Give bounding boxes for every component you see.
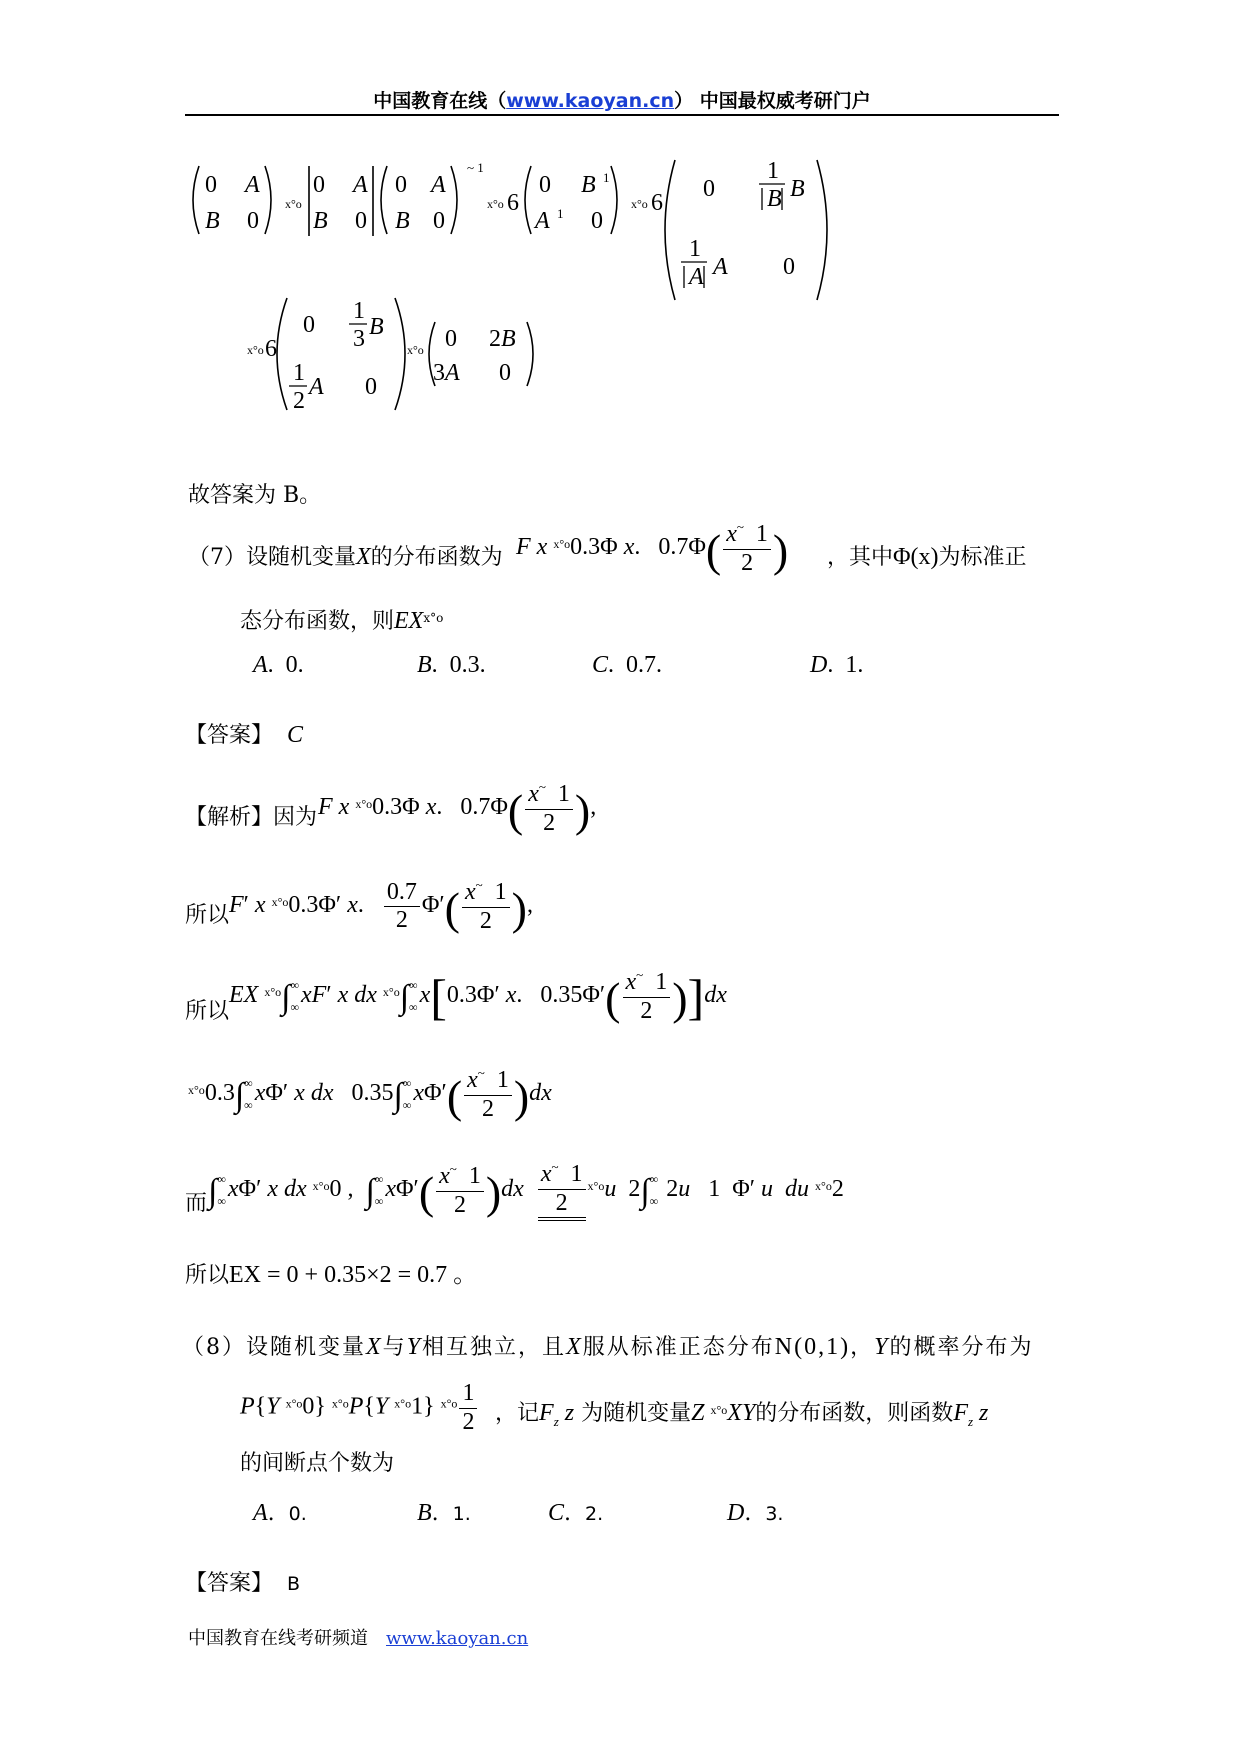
q8-line2-b: 为随机变量 bbox=[581, 1401, 692, 1426]
q7-option-d-label: D bbox=[810, 652, 828, 678]
q7-answer-value: C bbox=[287, 722, 304, 748]
q7-option-b[interactable]: B. 0.3. bbox=[417, 652, 486, 678]
svg-text:x°o: x°o bbox=[285, 197, 302, 211]
q8-answer-label: 【答案】 bbox=[185, 1571, 274, 1596]
footer-link[interactable]: www.kaoyan.cn bbox=[386, 1628, 529, 1649]
svg-text:B: B bbox=[205, 208, 220, 234]
svg-text:B: B bbox=[313, 208, 328, 234]
svg-text:6: 6 bbox=[507, 190, 519, 216]
svg-text:1: 1 bbox=[353, 298, 365, 324]
svg-text:0: 0 bbox=[303, 312, 315, 338]
q8-option-a-label: A bbox=[253, 1500, 268, 1526]
q8-option-b-value: 1. bbox=[452, 1503, 471, 1525]
q7-ex-integral: EX $^{x^\circ o}$∫ ∞ ∞ xF′ x dx $^{x^\circ o}$∫ ∞ ∞ x[0.3Φ′ x. 0.35Φ′( $\frac{x^\sim 1}{2}$ )]dx bbox=[229, 967, 727, 1026]
q8-var-y2: Y bbox=[874, 1334, 890, 1360]
q8-line2: ，记$F_z$ z 为随机变量Z $^{x^\circ o}$XY的分布函数，则函数$F_z$ z bbox=[495, 1400, 989, 1429]
svg-text:B: B bbox=[581, 172, 596, 198]
q7-final-so: 所以 bbox=[185, 1263, 230, 1288]
q8-line1-f: 的概率分布为 bbox=[889, 1335, 1034, 1360]
svg-text:0: 0 bbox=[783, 254, 795, 280]
footer-text: 中国教育在线考研频道 bbox=[188, 1628, 368, 1649]
q8-line2-c: 的分布函数，则函数 bbox=[755, 1401, 954, 1426]
svg-text:0: 0 bbox=[433, 208, 445, 234]
svg-text:x°o: x°o bbox=[407, 343, 424, 357]
svg-text:0: 0 bbox=[365, 374, 377, 400]
q7-final bbox=[185, 1254, 477, 1289]
q8-line1-b: 与 bbox=[382, 1335, 407, 1360]
q7-stem-line1-end bbox=[827, 540, 1027, 571]
svg-text:x°o: x°o bbox=[631, 197, 648, 211]
q7-stem-line2: 态分布函数，则$EX^{x^\circ o}$ bbox=[240, 608, 444, 634]
svg-text:1: 1 bbox=[603, 170, 610, 185]
q7-stem-d: 为标准正 bbox=[938, 545, 1027, 570]
svg-text:B: B bbox=[767, 186, 782, 212]
q7-answer bbox=[185, 718, 303, 749]
svg-text:A: A bbox=[431, 172, 446, 198]
q7-stem-b: 的分布函数为 bbox=[370, 545, 503, 570]
matrix-equation-2 bbox=[245, 294, 605, 414]
q8-var-x: X bbox=[366, 1334, 383, 1360]
q8-option-a[interactable]: A. 0. bbox=[253, 1500, 307, 1526]
svg-text:x°o: x°o bbox=[247, 343, 264, 357]
q7-option-d[interactable]: D. 1. bbox=[810, 652, 864, 678]
q7-final-expr: EX = 0 + 0.35×2 = 0.7 。 bbox=[229, 1262, 478, 1288]
q7-option-a-label: A bbox=[253, 652, 268, 678]
svg-text:0: 0 bbox=[205, 172, 217, 198]
page-footer bbox=[188, 1624, 528, 1650]
q7-option-a[interactable]: A. 0. bbox=[253, 652, 304, 678]
q8-normal: N(0,1) bbox=[774, 1334, 851, 1360]
solution-conclusion: 故答案为 B。 bbox=[188, 483, 322, 508]
svg-text:B: B bbox=[369, 314, 384, 340]
q8-line3: 的间断点个数为 bbox=[240, 1451, 395, 1476]
q7-ex: EX bbox=[394, 608, 424, 634]
svg-text:0: 0 bbox=[499, 360, 511, 386]
svg-text:A: A bbox=[535, 208, 550, 234]
q7-stem-line2-text: 态分布函数，则 bbox=[240, 609, 395, 634]
svg-text:0: 0 bbox=[539, 172, 551, 198]
q8-line1-c: 相互独立，且 bbox=[422, 1335, 567, 1360]
q7-so-1: 所以 bbox=[185, 903, 230, 928]
q7-option-b-value: 0.3. bbox=[449, 652, 486, 678]
q8-line2-a: ，记 bbox=[495, 1401, 540, 1426]
q8-prob-formula: P{Y $^{x^\circ o}$0} $^{x^\circ o}$P{Y $^{x^\circ o}$1} $^{x^\circ o}$ $\frac{1}{2}$ bbox=[240, 1380, 479, 1436]
q7-split-integral: $^{x^\circ o}$0.3∫ ∞ ∞ xΦ′ x dx 0.35∫ ∞ ∞ xΦ′( $\frac{x^\sim 1}{2}$ )dx bbox=[188, 1065, 552, 1123]
q7-stem-c: ，其中 bbox=[827, 545, 894, 570]
q8-var-y: Y bbox=[406, 1334, 423, 1360]
q8-option-b-label: B bbox=[417, 1500, 432, 1526]
q8-line1-d: 服从标准正态分布 bbox=[582, 1335, 775, 1360]
svg-text:0: 0 bbox=[355, 208, 367, 234]
q8-var-x2: X bbox=[566, 1334, 583, 1360]
svg-text:0: 0 bbox=[445, 326, 457, 352]
svg-text:2B: 2B bbox=[489, 326, 516, 352]
svg-text:1: 1 bbox=[557, 206, 564, 221]
q7-option-d-value: 1. bbox=[845, 652, 864, 678]
svg-text:3A: 3A bbox=[433, 360, 460, 386]
header-right: ） 中国最权威考研门户 bbox=[674, 90, 871, 112]
q7-analysis-label: 【解析】 bbox=[185, 805, 274, 830]
q8-option-d-value: 3. bbox=[765, 1503, 784, 1525]
q8-option-b[interactable]: B. 1. bbox=[417, 1500, 471, 1526]
header-left: 中国教育在线（ bbox=[373, 90, 507, 112]
q8-answer bbox=[185, 1566, 300, 1597]
q8-option-a-value: 0. bbox=[288, 1503, 307, 1525]
matrix-equation-1 bbox=[185, 158, 845, 308]
svg-text:3: 3 bbox=[353, 326, 365, 352]
svg-text:0: 0 bbox=[395, 172, 407, 198]
q7-analysis-intro bbox=[185, 800, 317, 831]
q7-option-c-label: C bbox=[592, 652, 609, 678]
q7-option-c[interactable]: C. 0.7. bbox=[592, 652, 663, 678]
q7-option-c-value: 0.7. bbox=[626, 652, 663, 678]
q7-analysis-because: 因为 bbox=[273, 805, 318, 830]
header-rule bbox=[185, 114, 1059, 116]
q7-integral-values: ∫ ∞ ∞ xΦ′ x dx $^{x^\circ o}$0 , ∫ ∞ ∞ xΦ′( $\frac{x^\sim 1}{2}$ )dx $\frac{x^\sim 1}{2}$ $^{x^\circ o}$u 2∫ ∞ ∞ 2u 1 Φ′ u du $^{x^\circ o}$2 bbox=[208, 1160, 844, 1221]
svg-text:A: A bbox=[713, 254, 728, 280]
svg-text:1: 1 bbox=[689, 236, 701, 262]
q8-option-d-label: D bbox=[727, 1500, 745, 1526]
q8-line1-a: （8）设随机变量 bbox=[182, 1335, 366, 1360]
q8-line1 bbox=[182, 1330, 1033, 1361]
q7-cdf-formula: F x $^{x^\circ o}$0.3Φ x. 0.7Φ( $\frac{x^\sim 1}{2}$ ) bbox=[516, 519, 789, 577]
svg-text:1: 1 bbox=[767, 158, 779, 184]
svg-text:2: 2 bbox=[293, 388, 305, 414]
svg-text:6: 6 bbox=[651, 190, 663, 216]
q7-so-2: 所以 bbox=[185, 999, 230, 1024]
q7-var-x: X bbox=[356, 544, 371, 570]
svg-text:A: A bbox=[689, 264, 704, 290]
q7-stem-a: （7）设随机变量 bbox=[188, 545, 356, 570]
header-link[interactable]: www.kaoyan.cn bbox=[506, 90, 675, 112]
svg-text:1: 1 bbox=[293, 360, 305, 386]
q7-stem-line1 bbox=[188, 540, 503, 571]
q8-option-c-label: C bbox=[548, 1500, 565, 1526]
q8-option-c-value: 2. bbox=[585, 1503, 604, 1525]
q8-option-c[interactable]: C. 2. bbox=[548, 1500, 604, 1526]
q8-answer-value: B bbox=[287, 1573, 301, 1595]
svg-text:~ 1: ~ 1 bbox=[467, 160, 484, 175]
svg-text:0: 0 bbox=[247, 208, 259, 234]
q7-phi: Φ(x) bbox=[893, 544, 939, 570]
page-header bbox=[185, 86, 1059, 113]
svg-text:B: B bbox=[395, 208, 410, 234]
q8-option-d[interactable]: D. 3. bbox=[727, 1500, 784, 1526]
svg-text:B: B bbox=[790, 176, 805, 202]
svg-text:x°o: x°o bbox=[487, 197, 504, 211]
svg-text:0: 0 bbox=[313, 172, 325, 198]
svg-text:A: A bbox=[353, 172, 368, 198]
svg-text:A: A bbox=[245, 172, 260, 198]
svg-text:0: 0 bbox=[591, 208, 603, 234]
q7-and: 而 bbox=[185, 1191, 208, 1216]
svg-text:0: 0 bbox=[703, 176, 715, 202]
q8-line1-e: ， bbox=[850, 1335, 875, 1360]
q7-answer-label: 【答案】 bbox=[185, 723, 274, 748]
q7-analysis-cdf: F x $^{x^\circ o}$0.3Φ x. 0.7Φ( $\frac{x^\sim 1}{2}$ ), bbox=[318, 779, 597, 837]
svg-text:A: A bbox=[309, 374, 324, 400]
q7-option-b-label: B bbox=[417, 652, 432, 678]
q7-option-a-value: 0. bbox=[285, 652, 304, 678]
svg-text:6: 6 bbox=[265, 336, 277, 362]
q7-pdf-formula: F′ x $^{x^\circ o}$0.3Φ′ x. $\frac{0.7}{2}$ Φ′( $\frac{x^\sim 1}{2}$ ), bbox=[229, 877, 533, 935]
